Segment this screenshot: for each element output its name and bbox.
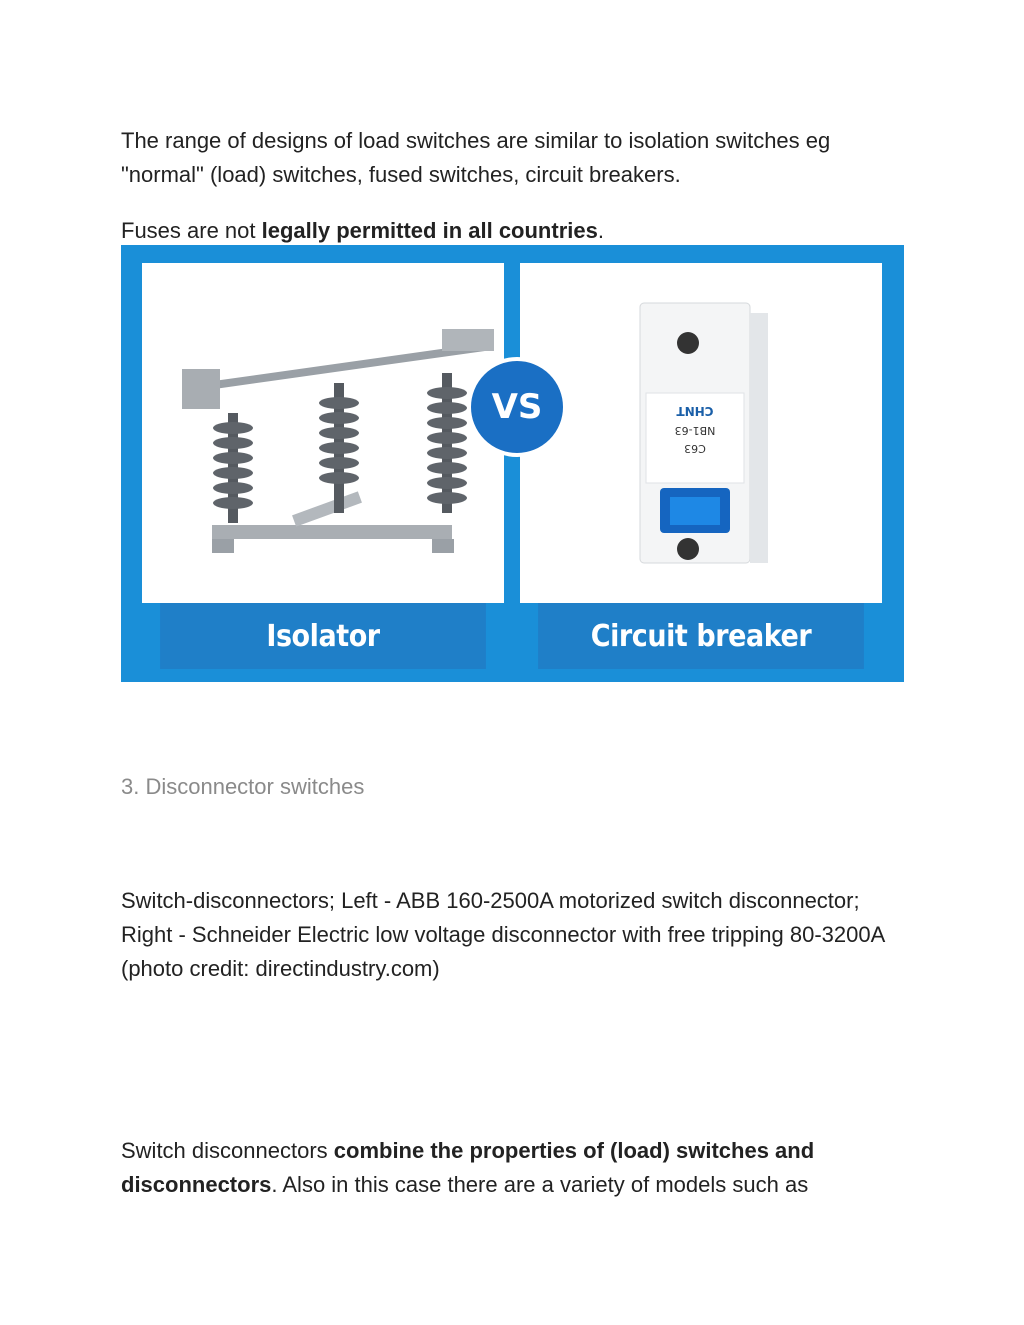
switch-disconnectors-paragraph bbox=[121, 1134, 911, 1202]
isolator-photo-panel bbox=[142, 263, 504, 603]
fuses-bold-text: legally permitted in all countries bbox=[261, 218, 598, 243]
p4-text-start: Switch disconnectors bbox=[121, 1138, 334, 1163]
isolator-illustration bbox=[142, 263, 504, 603]
breaker-photo-panel bbox=[520, 263, 882, 603]
p4-bold-text: combine the properties of (load) switches and disconnectors bbox=[121, 1138, 815, 1197]
fuses-paragraph bbox=[121, 214, 911, 248]
breaker-model: NB1-63 bbox=[674, 424, 716, 437]
panel-divider bbox=[509, 245, 517, 682]
isolator-vs-breaker-image bbox=[121, 245, 904, 682]
breaker-brand: CHNT bbox=[676, 404, 714, 418]
breaker-illustration bbox=[520, 263, 882, 603]
p4-text-end: . Also in this case there are a variety of models such as bbox=[271, 1172, 809, 1197]
fuses-text-end: . bbox=[597, 218, 604, 243]
intro-paragraph: The range of designs of load switches are similar to isolation switches eg "normal" (load) switches, fused switches, circuit breakers. bbox=[121, 128, 831, 187]
section-heading: 3. Disconnector switches bbox=[121, 774, 365, 799]
circuit-breaker-label: Circuit breaker bbox=[538, 603, 864, 669]
breaker-rating: C63 bbox=[684, 442, 706, 455]
isolator-label: Isolator bbox=[160, 603, 486, 669]
fuses-text-start: Fuses are not bbox=[121, 218, 262, 243]
image-caption: Switch-disconnectors; Left - ABB 160-2500A motorized switch disconnector; Right - Schneider Electric low voltage disconnector with free tripping 80-3200A (photo credit: directindustry.com) bbox=[121, 888, 885, 981]
vs-badge: VS bbox=[467, 357, 567, 457]
